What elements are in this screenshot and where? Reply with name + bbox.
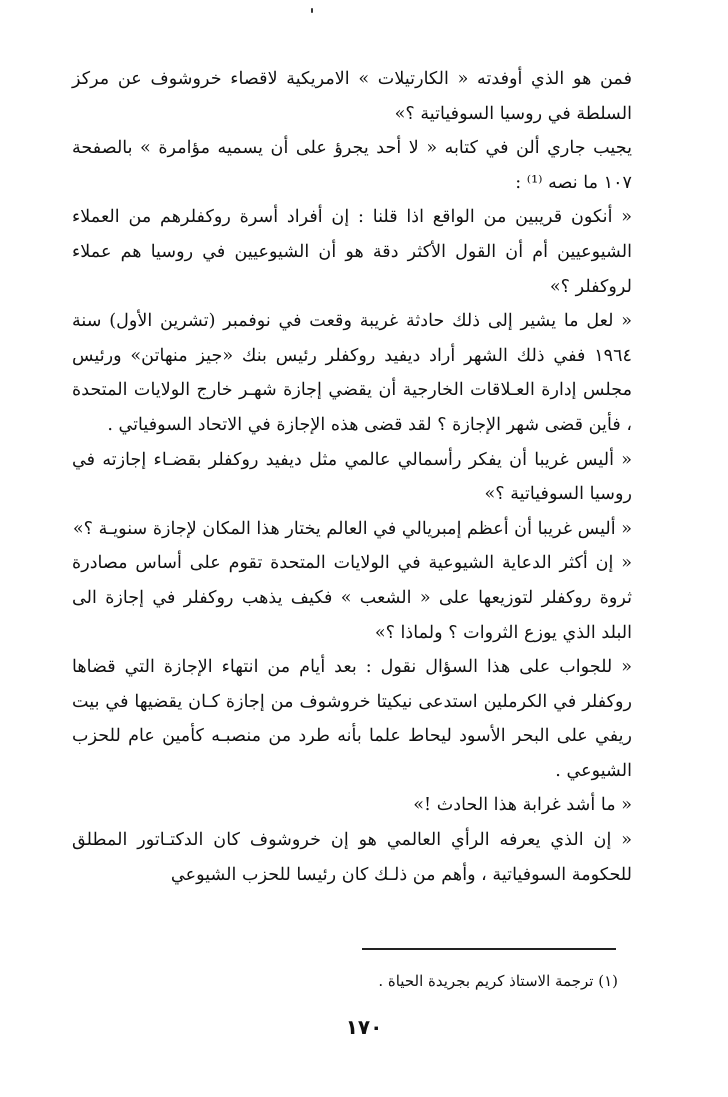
paragraph-8: « للجواب على هذا السؤال نقول : بعد أيام من انتهاء الإجازة التي قضاها روكفلر في الكرملين استدعى نيكيتا خروشوف من إجازة كـان يقضيها في بيت ريفي على البحر الأسود ليحاط علما بأنه طرد من منصبـه كأمين عام للحزب الشيوعي . (72, 657, 632, 781)
paragraph-7: « إن أكثر الدعاية الشيوعية في الولايات المتحدة تقوم على أساس مصادرة ثروة روكفلر لتوزيعها على « الشعب » فكيف يذهب روكفلر في إجازة الى البلد الذي يوزع الثروات ؟ ولماذا ؟» (72, 553, 632, 643)
paragraph-3: « أنكون قريبين من الواقع اذا قلنا : إن أفراد أسرة روكفلرهم من العملاء الشيوعيين أم أن القول الأكثر دقة هو أن الشيوعيين في روسيا هم عملاء لروكفلر ؟» (72, 207, 632, 297)
paragraph-9: « ما أشد غرابة هذا الحادث !» (413, 795, 632, 816)
page-number: ١٧٠ (345, 1015, 383, 1039)
body-text (72, 62, 632, 892)
paragraph-5: « أليس غريبا أن يفكر رأسمالي عالمي مثل ديفيد روكفلر بقضـاء إجازته في روسيا السوفياتية ؟» (72, 449, 632, 505)
paragraph-1: فمن هو الذي أوفدته « الكارتيلات » الامريكية لاقصاء خروشوف عن مركز السلطة في روسيا السوفياتية ؟» (72, 69, 632, 124)
footnote-divider (362, 948, 616, 950)
scan-speck (311, 8, 313, 13)
footnote: (١) ترجمة الاستاذ كريم بجريدة الحياة . (378, 972, 618, 990)
paragraph-10: « إن الذي يعرفه الرأي العالمي هو إن خروشوف كان الدكتـاتور المطلق للحكومة السوفياتية ، وأهم من ذلـك كان رئيسا للحزب الشيوعي (72, 830, 632, 885)
paragraph-2: يجيب جاري ألن في كتابه « لا أحد يجرؤ على أن يسميه مؤامرة » بالصفحة ١٠٧ ما نصه ⁽¹⁾ : (72, 138, 632, 193)
paragraph-6: « أليس غريبا أن أعظم إمبريالي في العالم يختار هذا المكان لإجازة سنويـة ؟» (72, 518, 632, 539)
paragraph-4: « لعل ما يشير إلى ذلك حادثة غريبة وقعت في نوفمبر (تشرين الأول) سنة ١٩٦٤ ففي ذلك الشهر أراد ديفيد روكفلر رئيس بنك «جيز منهاتن» ورئيس مجلس إدارة العـلاقات الخارجية أن يقضي إجازة شهـر خارج الولايات المتحدة ، فأين قضى شهر الإجازة ؟ لقد قضى هذه الإجازة في الاتحاد السوفياتي . (72, 311, 632, 435)
